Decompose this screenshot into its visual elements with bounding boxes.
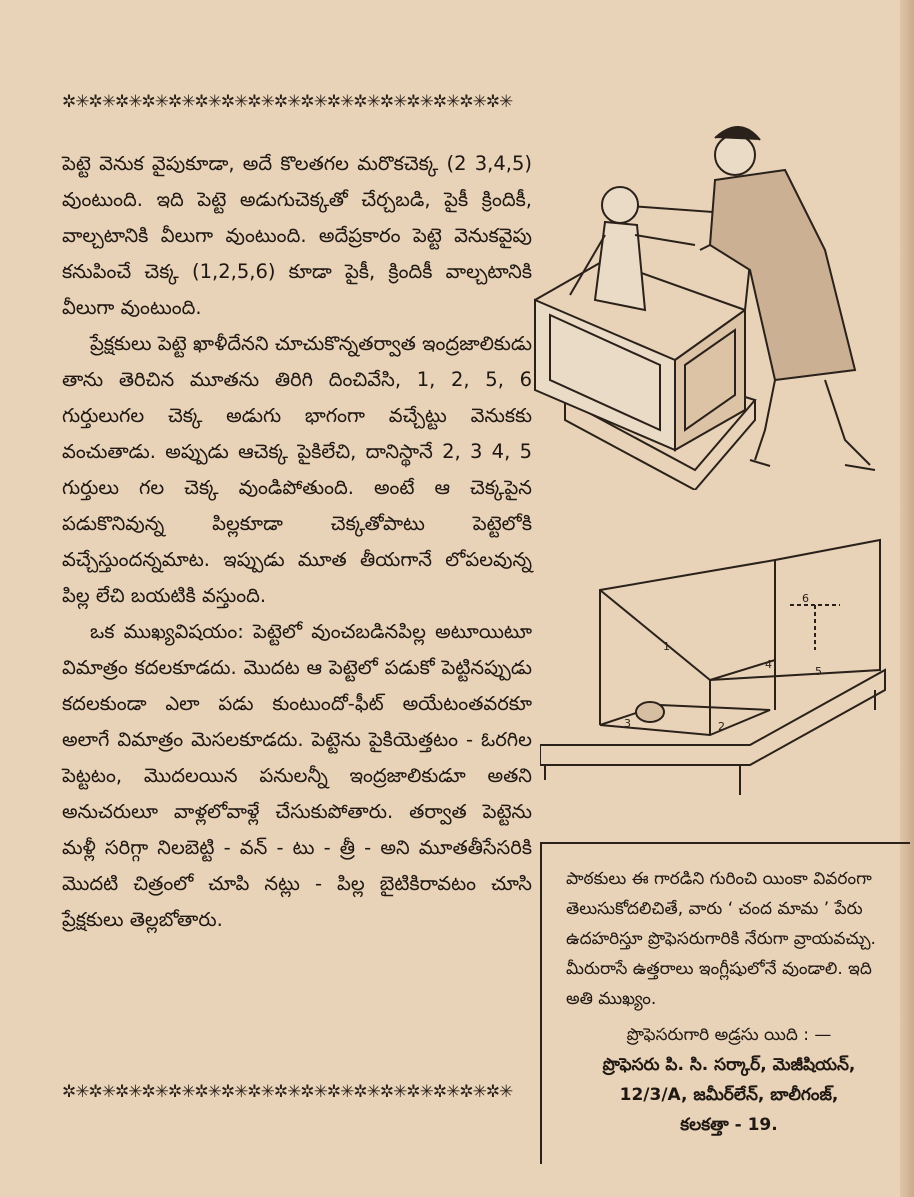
box-diagram-illustration <box>540 530 900 805</box>
diagram-label-4: 4 <box>765 658 772 671</box>
article-column <box>62 146 532 938</box>
address-line-1: ప్రొఫెసరు పి. సి. సర్కార్, మెజీషియన్, <box>602 1055 856 1075</box>
address-intro: ప్రొఫెసరుగారి అడ్రసు యిది : — <box>626 1025 832 1045</box>
diagram-label-1: 1 <box>663 640 670 653</box>
diagram-label-6: 6 <box>802 592 809 605</box>
paragraph-2: ప్రేక్షకులు పెట్టె ఖాళీదేనని చూచుకొన్నతర్వాత ఇంద్రజాలికుడు తాను తెరిచిన మూతను తిరిగి దించివేసి, 1, 2, 5, 6 గుర్తులుగల చెక్క అడుగు భాగంగా వచ్చేట్టు వెనుకకు వంచుతాడు. అప్పుడు ఆచెక్క పైకిలేచి, దానిస్థానే 2, 3 4, 5 గుర్తులు గల చెక్క వుండిపోతుంది. అంటే ఆ చెక్కపైన పడుకొనివున్న పిల్లకూడా చెక్కతోపాటు పెట్టెలోకి వచ్చేస్తుందన్నమాట. ఇప్పుడు మూత తీయగానే లోపలవున్న పిల్ల లేచి బయటికి వస్తుంది. <box>62 332 532 607</box>
diagram-label-2: 2 <box>718 720 725 733</box>
magician-box-illustration <box>525 110 900 490</box>
address-line-2: 12/3/A, జమీర్‌లేన్, బాలీగంజ్, <box>619 1085 839 1105</box>
address-line-3: కలకత్తా - 19. <box>680 1115 778 1135</box>
paragraph-1: పెట్టె వెనుక వైపుకూడా, అదే కొలతగల మరొకచెక్క (2 3,4,5) వుంటుంది. ఇది పెట్టె అడుగుచెక్కతో చేర్చబడి, పైకీ క్రిందికీ, వాల్చటానికి వీలుగా వుంటుంది. అదేప్రకారం పెట్టె వెనుకవైపు కనుపించే చెక్క (1,2,5,6) కూడా పైకీ, క్రిందికీ వాల్చటానికి వీలుగా వుంటుంది. <box>62 152 532 319</box>
bottom-ornamental-border: ✲✳✲✳✲✳✲✳✲✳✲✳✲✳✲✳✲✳✲✳✲✳✲✳✲✳✲✳✲✳✲✳✲✳ <box>62 1082 513 1102</box>
paragraph-3: ఒక ముఖ్యవిషయం: పెట్టెలో వుంచబడినపిల్ల అటూయిటూ విమాత్రం కదలకూడదు. మొదట ఆ పెట్టెలో పడుకో పెట్టినప్పుడు కదలకుండా ఎలా పడు కుంటుందో-ఫీట్ అయేటంతవరకూ అలాగే విమాత్రం మెసలకూడదు. పెట్టెను పైకియెత్తటం - ఓరగిల పెట్టటం, మొదలయిన పనులన్నీ ఇంద్రజాలికుడూ అతని అనుచరులూ వాళ్లలోవాళ్లే చేసుకుపోతారు. తర్వాత పెట్టెను మళ్లీ సరిగ్గా నిలబెట్టి - వన్ - టు - త్రీ - అని మూతతీసేసరికి మొదటి చిత్రంలో చూపి నట్లు - పిల్ల బైటికిరావటం చూసి ప్రేక్షకులు తెల్లబోతారు. <box>62 620 532 931</box>
reader-note-box <box>540 842 910 1164</box>
note-body: పాఠకులు ఈ గారడిని గురించి యింకా వివరంగా తెలుసుకోదలిచితే, వారు ‘ చంద మామ ’ పేరు ఉదహరిస్తూ ప్రొఫెసరుగారికి నేరుగా వ్రాయవచ్చు. మీరురాసే ఉత్తరాలు ఇంగ్లీషులోనే వుండాలి. ఇది అతి ముఖ్యం. <box>566 869 876 1009</box>
diagram-label-5: 5 <box>815 665 822 678</box>
diagram-label-3: 3 <box>624 717 631 730</box>
top-ornamental-border: ✲✳✲✳✲✳✲✳✲✳✲✳✲✳✲✳✲✳✲✳✲✳✲✳✲✳✲✳✲✳✲✳✲✳ <box>62 92 513 112</box>
